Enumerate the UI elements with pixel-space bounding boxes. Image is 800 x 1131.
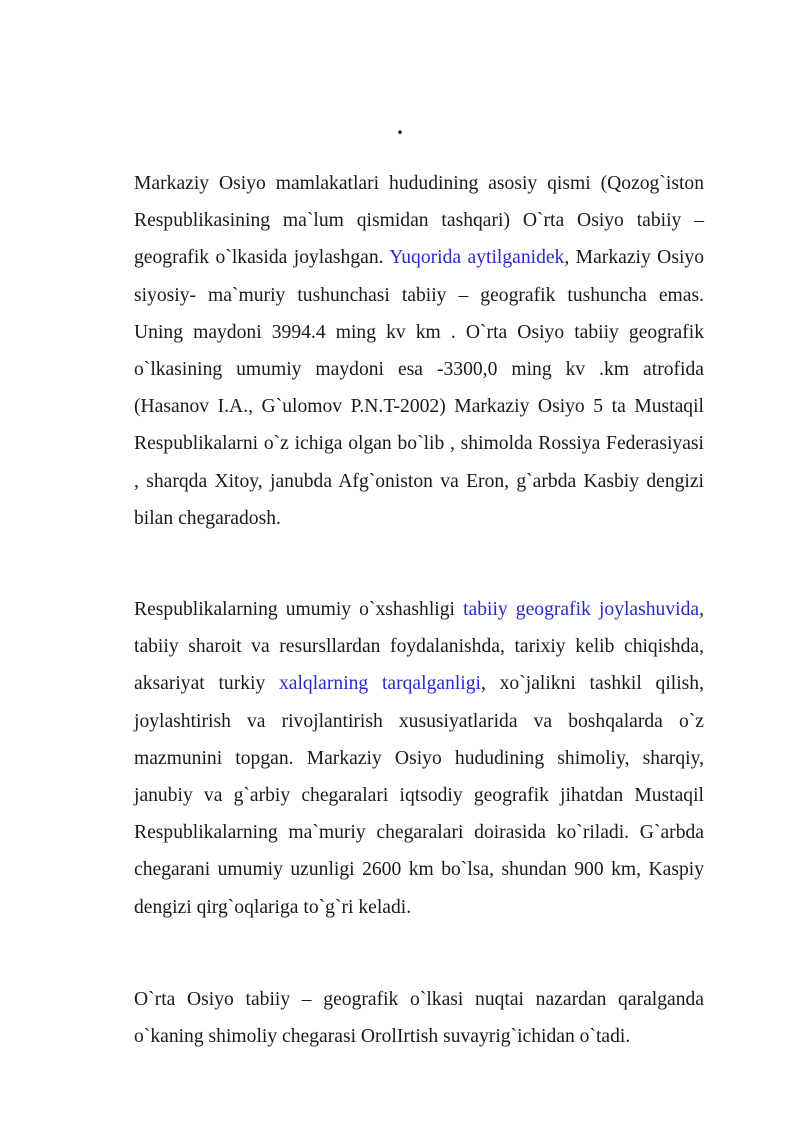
paragraph-2-text-a: Respublikalarning umumiy o`xshashligi [134, 599, 464, 620]
link-yuqorida-aytilganidek[interactable]: Yuqorida aytilganidek [389, 247, 565, 269]
paragraph-1-text-a: Markaziy Osiyo mamlakatlari hududining asosiy qismi (Qozog`iston Respublikasining ma`lum qismidan tashqari) O`rta Osiyo tabiiy – geografik o`lkasida joylashgan. [134, 173, 704, 269]
paragraph-1 [134, 165, 704, 537]
link-xalqlarning-tarqalganligi[interactable]: xalqlarning tarqalganligi [279, 673, 481, 695]
paragraph-3 [134, 981, 704, 1055]
header-dot: . [397, 114, 403, 139]
paragraph-2-text-b: , tabiiy sharoit va resursllardan foydalanishda, tarixiy kelib chiqishda, aksariyat turkiy [134, 599, 704, 695]
paragraph-1-text-b: , Markaziy Osiyo siyosiy- ma`muriy tushunchasi tabiiy – geografik tushuncha emas. Uning maydoni 3994.4 ming kv km . O`rta Osiyo tabiiy geografik o`lkasining umumiy maydoni esa -3300,0 ming kv .km atrofida (Hasanov I.A., G`ulomov P.N.T-2002) Markaziy Osiyo 5 ta Mustaqil Respublikalarni o`z ichiga olgan bo`lib , shimolda Rossiya Federasiyasi , sharqda Xitoy, janubda Afg`oniston va Eron, g`arbda Kasbiy dengizi bilan chegaradosh. [134, 247, 704, 529]
paragraph-2-text-c: , xo`jalikni tashkil qilish, joylashtirish va rivojlantirish xususiyatlarida va boshqalarda o`z mazmunini topgan. Markaziy Osiyo hududining shimoliy, sharqiy, janubiy va g`arbiy chegaralari iqtsodiy geografik jihatdan Mustaqil Respublikalarning ma`muriy chegaralari doirasida ko`riladi. G`arbda chegarani umumiy uzunligi 2600 km bo`lsa, shundan 900 km, Kaspiy dengizi qirg`oqlariga to`g`ri keladi. [134, 673, 704, 918]
link-tabiiy-geografik-joylashuvida[interactable]: tabiiy geografik joylashuvida [463, 599, 700, 620]
paragraph-3-text: O`rta Osiyo tabiiy – geografik o`lkasi nuqtai nazardan qaralganda o`kaning shimoliy chegarasi OrolIrtish suvayrig`ichidan o`tadi. [134, 989, 704, 1048]
paragraph-2 [134, 591, 704, 926]
